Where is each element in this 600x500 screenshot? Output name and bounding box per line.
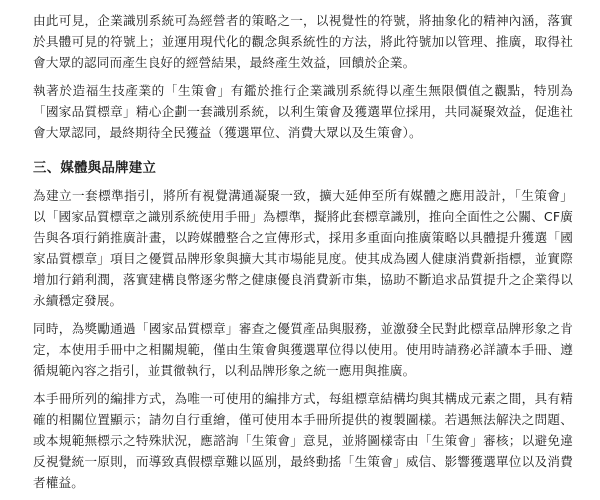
section-paragraph-2: 同時，為獎勵通過「國家品質標章」審查之優質產品與服務，並激發全民對此標章品牌形象之肯定，本使用手冊中之相關規範，僅由生策會與獲選單位得以使用。使用時請務必詳讀本手冊、遵循規範內容之指引，並貫徹執行，以利品牌形象之統一應用與推廣。 <box>33 321 573 378</box>
document-page <box>33 10 573 500</box>
intro-paragraph-1: 由此可見，企業識別系統可為經營者的策略之一，以視覺性的符號，將抽象化的精神內涵，落實於具體可見的符號上；並運用現代化的觀念與系統性的方法，將此符號加以管理、推廣，取得社會大眾的認同而產生良好的經營結果，最終產生效益，回饋於企業。 <box>33 13 573 70</box>
section-paragraph-1: 為建立一套標準指引，將所有視覺溝通凝聚一致，擴大延伸至所有媒體之應用設計，「生策會」以「國家品質標章之識別系統使用手冊」為標準，擬將此套標章識別，推向全面性之公關、CF廣告與各項行銷推廣計畫，以跨媒體整合之宣傳形式，採用多重面向推廣策略以具體提升獲選「國家品質標章」項目之優質品牌形象與擴大其市場能見度。使其成為國人健康消費新指標，並實際增加行銷利潤，落實建構良幣逐劣幣之健康優良消費新市集，協助不斷追求品質提升之企業得以永續穩定發展。 <box>33 188 573 308</box>
section-paragraph-3: 本手冊所列的編排方式，為唯一可使用的編排方式，每組標章結構均與其構成元素之間，具有精確的相關位置顯示；請勿自行重繪，僅可使用本手冊所提供的複製圖樣。若遇無法解決之問題、或本規範無標示之特殊狀況，應諮詢「生策會」意見，並將圖樣寄由「生策會」審核；以避免違反視覺統一原則，而導致真假標章難以區別，最終動搖「生策會」威信、影響獲選單位以及消費者權益。 <box>33 391 573 490</box>
section-heading: 三、媒體與品牌建立 <box>33 161 157 176</box>
intro-paragraph-2: 執著於造福生技產業的「生策會」有鑑於推行企業識別系統得以產生無限價值之觀點，特別為「國家品質標章」精心企劃一套識別系統，以利生策會及獲選單位採用，共同凝聚效益，促進社會大眾認同，最終期待全民獲益（獲選單位、消費大眾以及生策會）。 <box>33 83 573 140</box>
